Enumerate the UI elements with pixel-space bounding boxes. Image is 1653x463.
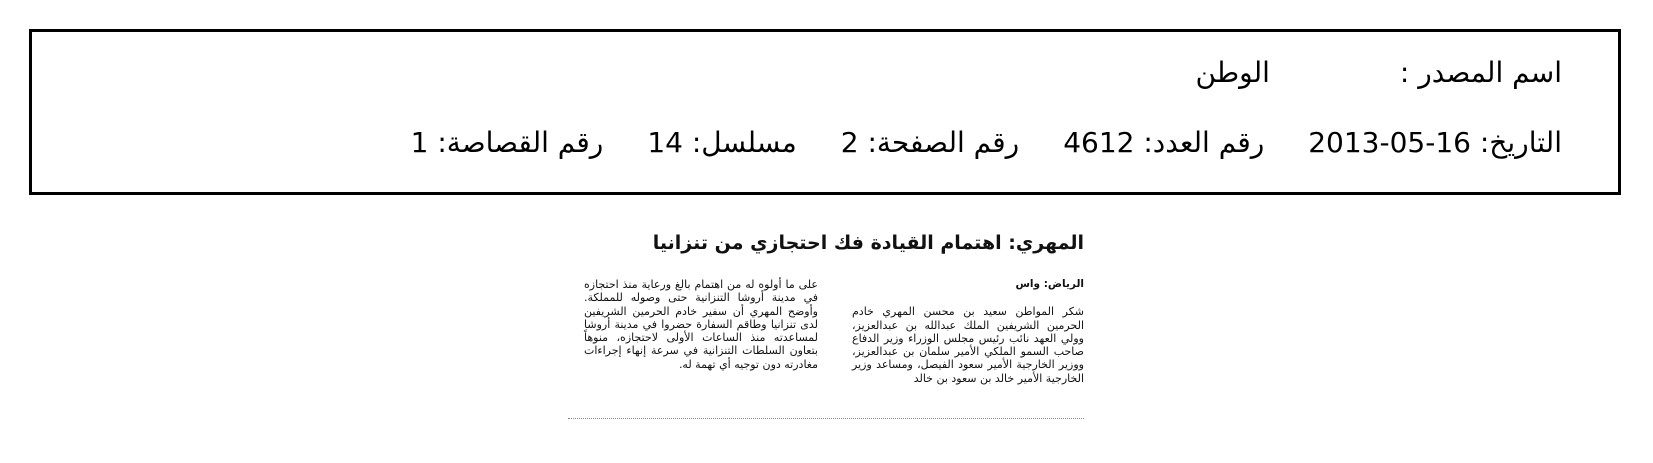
clipping-bottom-rule [568, 418, 1084, 419]
article-dateline: الرياض: واس [1015, 278, 1084, 290]
issue-label: رقم العدد: [1143, 126, 1265, 159]
issue-value: 4612 [1063, 126, 1135, 159]
date-value: 2013-05-16 [1308, 126, 1471, 159]
page-value: 2 [840, 126, 859, 159]
source-info-box [29, 29, 1621, 195]
article-column-left-text: على ما أولوه له من اهتمام بالغ ورعاية منذ احتجازه في مدينة أروشا التنزانية حتى وصوله للمملكة. وأوضح المهري أن سفير خادم الحرمين الشريفين لدى تنزانيا وطاقم السفارة حضروا في مدينة أروشا لمساعدته منذ الساعات الأولى لاحتجازه، منوهاً بتعاون السلطات التنزانية في سرعة إنهاء إجراءات مغادرته دون توجيه أي تهمة له. [584, 278, 818, 371]
clip-value: 1 [410, 126, 429, 159]
source-value: الوطن [1195, 56, 1270, 89]
news-clipping [568, 232, 1084, 442]
serial-label: مسلسل: [691, 126, 797, 159]
source-label: اسم المصدر : [1399, 56, 1562, 89]
article-column-right [852, 278, 1084, 385]
page-label: رقم الصفحة: [867, 126, 1020, 159]
article-column-left [584, 278, 818, 371]
article-column-right-text: شكر المواطن سعيد بن محسن المهري خادم الحرمين الشريفين الملك عبدالله بن عبدالعزيز، وولي العهد نائب رئيس مجلس الوزراء وزير الدفاع صاحب السمو الملكي الأمير سلمان بن عبدالعزيز، ووزير الخارجية الأمير سعود الفيصل، ومساعد وزير الخارجية الأمير خالد بن سعود بن خالد [852, 305, 1084, 385]
clip-label: رقم القصاصة: [437, 126, 604, 159]
article-headline: المهري: اهتمام القيادة فك احتجازي من تنزانيا [652, 232, 1084, 254]
serial-value: 14 [647, 126, 683, 159]
source-line [1196, 56, 1562, 90]
meta-line [411, 126, 1562, 160]
date-label: التاريخ: [1479, 126, 1562, 159]
